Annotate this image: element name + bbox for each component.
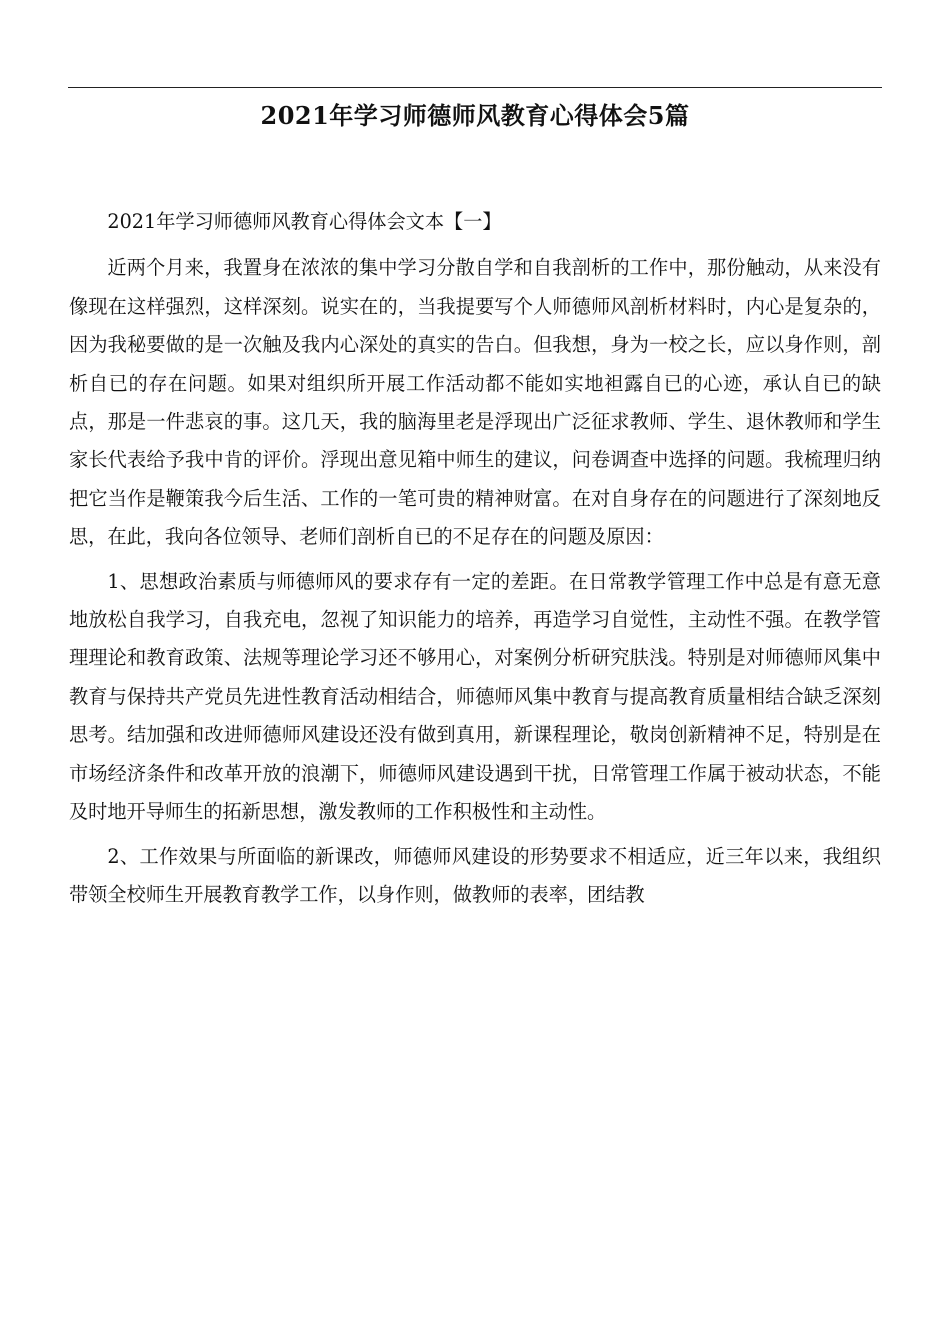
- paragraph-point-1: 1、思想政治素质与师德师风的要求存有一定的差距。在日常教学管理工作中总是有意无意地放松自我学习，自我充电，忽视了知识能力的培养，再造学习自觉性，主动性不强。在教学管理理论和教育政策、法规等理论学习还不够用心，对案例分析研究肤浅。特别是对师德师风集中教育与保持共产党员先进性教育活动相结合，师德师风集中教育与提高教育质量相结合缺乏深刻思考。结加强和改进师德师风建设还没有做到真用，新课程理论，敬岗创新精神不足，特别是在市场经济条件和改革开放的浪潮下，师德师风建设遇到干扰，日常管理工作属于被动状态，不能及时地开导师生的拓新思想，激发教师的工作积极性和主动性。: [69, 569, 881, 824]
- header-rule: [68, 87, 882, 88]
- paragraph-intro: 近两个月来，我置身在浓浓的集中学习分散自学和自我剖析的工作中，那份触动，从来没有像现在这样强烈，这样深刻。说实在的，当我提要写个人师德师风剖析材料时，内心是复杂的，因为我秘要做的是一次触及我内心深处的真实的告白。但我想，身为一校之长，应以身作则，剖析自已的存在问题。如果对组织所开展工作活动都不能如实地袒露自已的心迹，承认自已的缺点，那是一件悲哀的事。这几天，我的脑海里老是浮现出广泛征求教师、学生、退休教师和学生家长代表给予我中肯的评价。浮现出意见箱中师生的建议，问卷调查中选择的问题。我梳理归纳把它当作是鞭策我今后生活、工作的一笔可贵的精神财富。在对自身存在的问题进行了深刻地反思，在此，我向各位领导、老师们剖析自已的不足存在的问题及原因：: [69, 256, 881, 549]
- paragraph-point-2: 2、工作效果与所面临的新课改，师德师风建设的形势要求不相适应，近三年以来，我组织带领全校师生开展教育教学工作，以身作则，做教师的表率，团结教: [69, 844, 881, 906]
- document-title: 2021年学习师德师风教育心得体会5篇: [260, 101, 690, 130]
- section-heading: 2021年学习师德师风教育心得体会文本【一】: [107, 210, 502, 233]
- document-body: [69, 203, 881, 920]
